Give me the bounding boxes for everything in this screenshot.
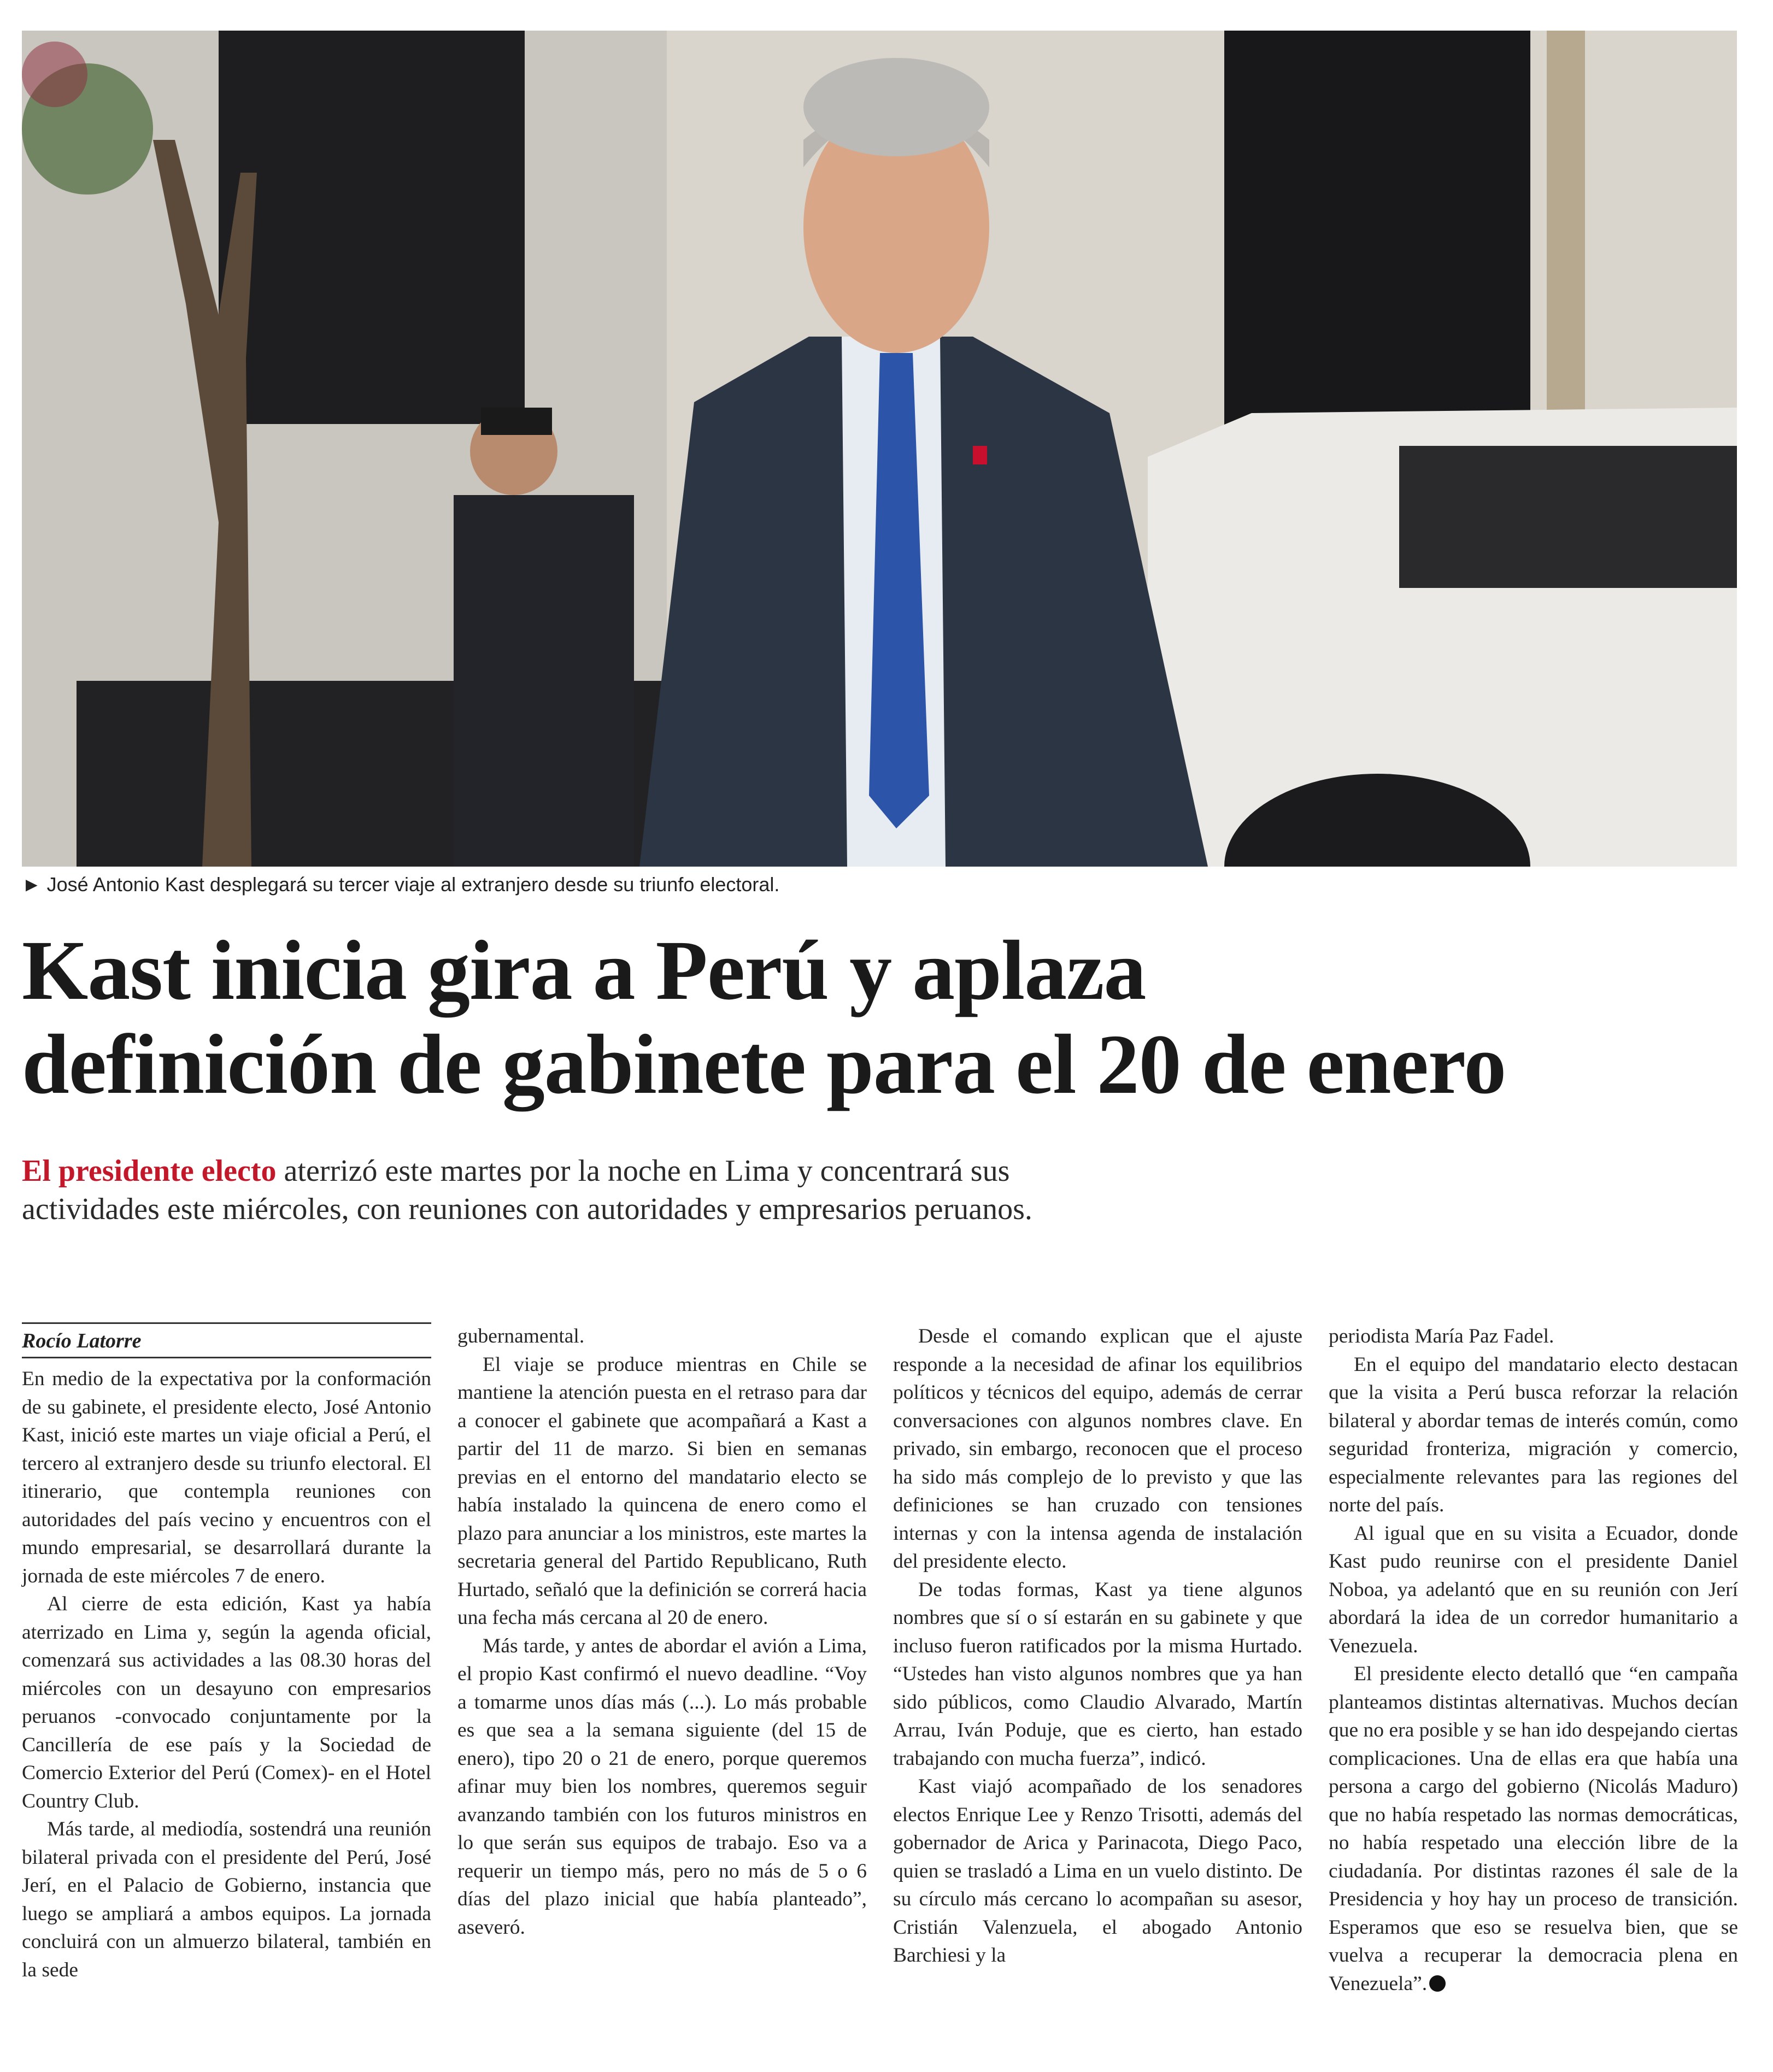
byline: Rocío Latorre xyxy=(22,1322,431,1358)
deck-line-1 xyxy=(22,1152,1749,1190)
paragraph: El viaje se produce mientras en Chile se mantiene la atención puesta en el retraso para dar a conocer el gabinete que acompañará a Kast a partir del 11 de marzo. Si bien en semanas previas en el entorno del mandatario electo se había instalado la quincena de enero como el plazo para anunciar a los ministros, este martes la secretaria general del Partido Republicano, Ruth Hurtado, señaló que la definición se correrá hacia una fecha más cercana al 20 de enero. xyxy=(457,1353,867,1629)
photo-caption xyxy=(22,873,1737,896)
headline-line-2: definición de gabinete para el 20 de enero xyxy=(22,1017,1506,1111)
paragraph: Desde el comando explican que el ajuste responde a la necesidad de afinar los equilibrios políticos y técnicos del equipo, además de cerrar conversaciones con algunos nombres clave. En privado, sin embargo, reconocen que el proceso ha sido más complejo de lo previsto y que las definiciones se han cruzado con tensiones internas y con la intensa agenda de instalación del presidente electo. xyxy=(893,1325,1302,1573)
headline-line-1: Kast inicia gira a Perú y aplaza xyxy=(22,923,1146,1017)
headline xyxy=(22,923,1749,1111)
caption-text: José Antonio Kast desplegará su tercer viaje al extranjero desde su triunfo electoral. xyxy=(46,873,780,896)
paragraph: De todas formas, Kast ya tiene algunos nombres que sí o sí estarán en su gabinete y que incluso fueron ratificados por la misma Hurtado. “Ustedes han visto algunos nombres que ya han sido públicos, como Claudio Alvarado, Martín Arrau, Iván Poduje, que es cierto, han estado trabajando con mucha fuerza”, indicó. xyxy=(893,1578,1302,1770)
deck-rest-1: aterrizó este martes por la noche en Lima y concentrará sus xyxy=(276,1154,1010,1188)
paragraph: gubernamental. xyxy=(457,1325,585,1347)
deck-lead: El presidente electo xyxy=(22,1154,277,1188)
final-paragraph-text: El presidente electo detalló que “en campaña planteamos distintas alternativas. Muchos decían que no era posible y se han ido despejando ciertas complicaciones. Una de ellas era que había una persona a cargo del gobierno (Nicolás Maduro) que no había respetado las normas democráticas, no había respetado una elección libre de la ciudadanía. Por distintas razones él sale de la Presidencia y hoy hay un proceso de transición. Esperamos que eso se resuelva bien, que se vuelva a recuperar la democracia plena en Venezuela”. xyxy=(1329,1663,1738,1995)
photo-illustration xyxy=(22,31,1737,867)
paragraph: Kast viajó acompañado de los senadores electos Enrique Lee y Renzo Trisotti, además del gobernador de Arica y Parinacota, Diego Paco, quien se trasladó a Lima en un vuelo distinto. De su círculo más cercano lo acompañan su asesor, Cristián Valenzuela, el abogado Antonio Barchiesi y la xyxy=(893,1775,1302,1967)
column-1 xyxy=(22,1322,431,2065)
paragraph: En el equipo del mandatario electo destacan que la visita a Perú busca reforzar la relación bilateral y abordar temas de interés común, como seguridad fronteriza, migración y comercio, especialmente relevantes para las regiones del norte del país. xyxy=(1329,1353,1738,1516)
article-body xyxy=(22,1322,1738,2065)
paragraph: Al cierre de esta edición, Kast ya había aterrizado en Lima y, según la agenda oficial, comenzará sus actividades a las 08.30 horas del miércoles con un desayuno con empresarios peruanos -convocado conjuntamente por la Cancillería de ese país y la Sociedad de Comercio Exterior del Perú (Comex)- en el Hotel Country Club. xyxy=(22,1593,431,1812)
column-2 xyxy=(457,1322,867,2065)
caption-marker-icon: ► xyxy=(22,873,42,896)
paragraph: Más tarde, y antes de abordar el avión a Lima, el propio Kast confirmó el nuevo deadline. “Voy a tomarme unos días más (...). Lo más probable es que sea a la semana siguiente (del 15 de enero), tipo 20 o 21 de enero, porque queremos afinar muy bien los nombres, queremos seguir avanzando también con los futuros ministros en lo que serán sus equipos de trabajo. Eso va a requerir un tiempo más, pero no más de 5 o 6 días del plazo inicial que había planteado”, aseveró. xyxy=(457,1634,867,1939)
article-photo xyxy=(22,31,1737,867)
column-4 xyxy=(1329,1322,1738,2065)
paragraph-final xyxy=(1329,1660,1738,1998)
paragraph: periodista María Paz Fadel. xyxy=(1329,1325,1554,1347)
end-mark-icon xyxy=(1429,1975,1446,1992)
paragraph: Al igual que en su visita a Ecuador, donde Kast pudo reunirse con el presidente Daniel Noboa, ya adelantó que en su reunión con Jerí abordará la idea de un corredor humanitario a Venezuela. xyxy=(1329,1522,1738,1657)
paragraph: Más tarde, al mediodía, sostendrá una reunión bilateral privada con el presidente del Perú, José Jerí, en el Palacio de Gobierno, instancia que luego se ampliará a ambos equipos. La jornada concluirá con un almuerzo bilateral, también en la sede xyxy=(22,1818,431,1981)
deck xyxy=(22,1152,1749,1228)
paragraph: En medio de la expectativa por la conformación de su gabinete, el presidente electo, José Antonio Kast, inició este martes un viaje oficial a Perú, el tercero al extranjero desde su triunfo electoral. El itinerario, que contempla reuniones con autoridades del país vecino y encuentros con el mundo empresarial, se desarrollará durante la jornada de este miércoles 7 de enero. xyxy=(22,1368,431,1587)
deck-line-2: actividades este miércoles, con reuniones con autoridades y empresarios peruanos. xyxy=(22,1192,1032,1226)
column-3 xyxy=(893,1322,1302,2065)
